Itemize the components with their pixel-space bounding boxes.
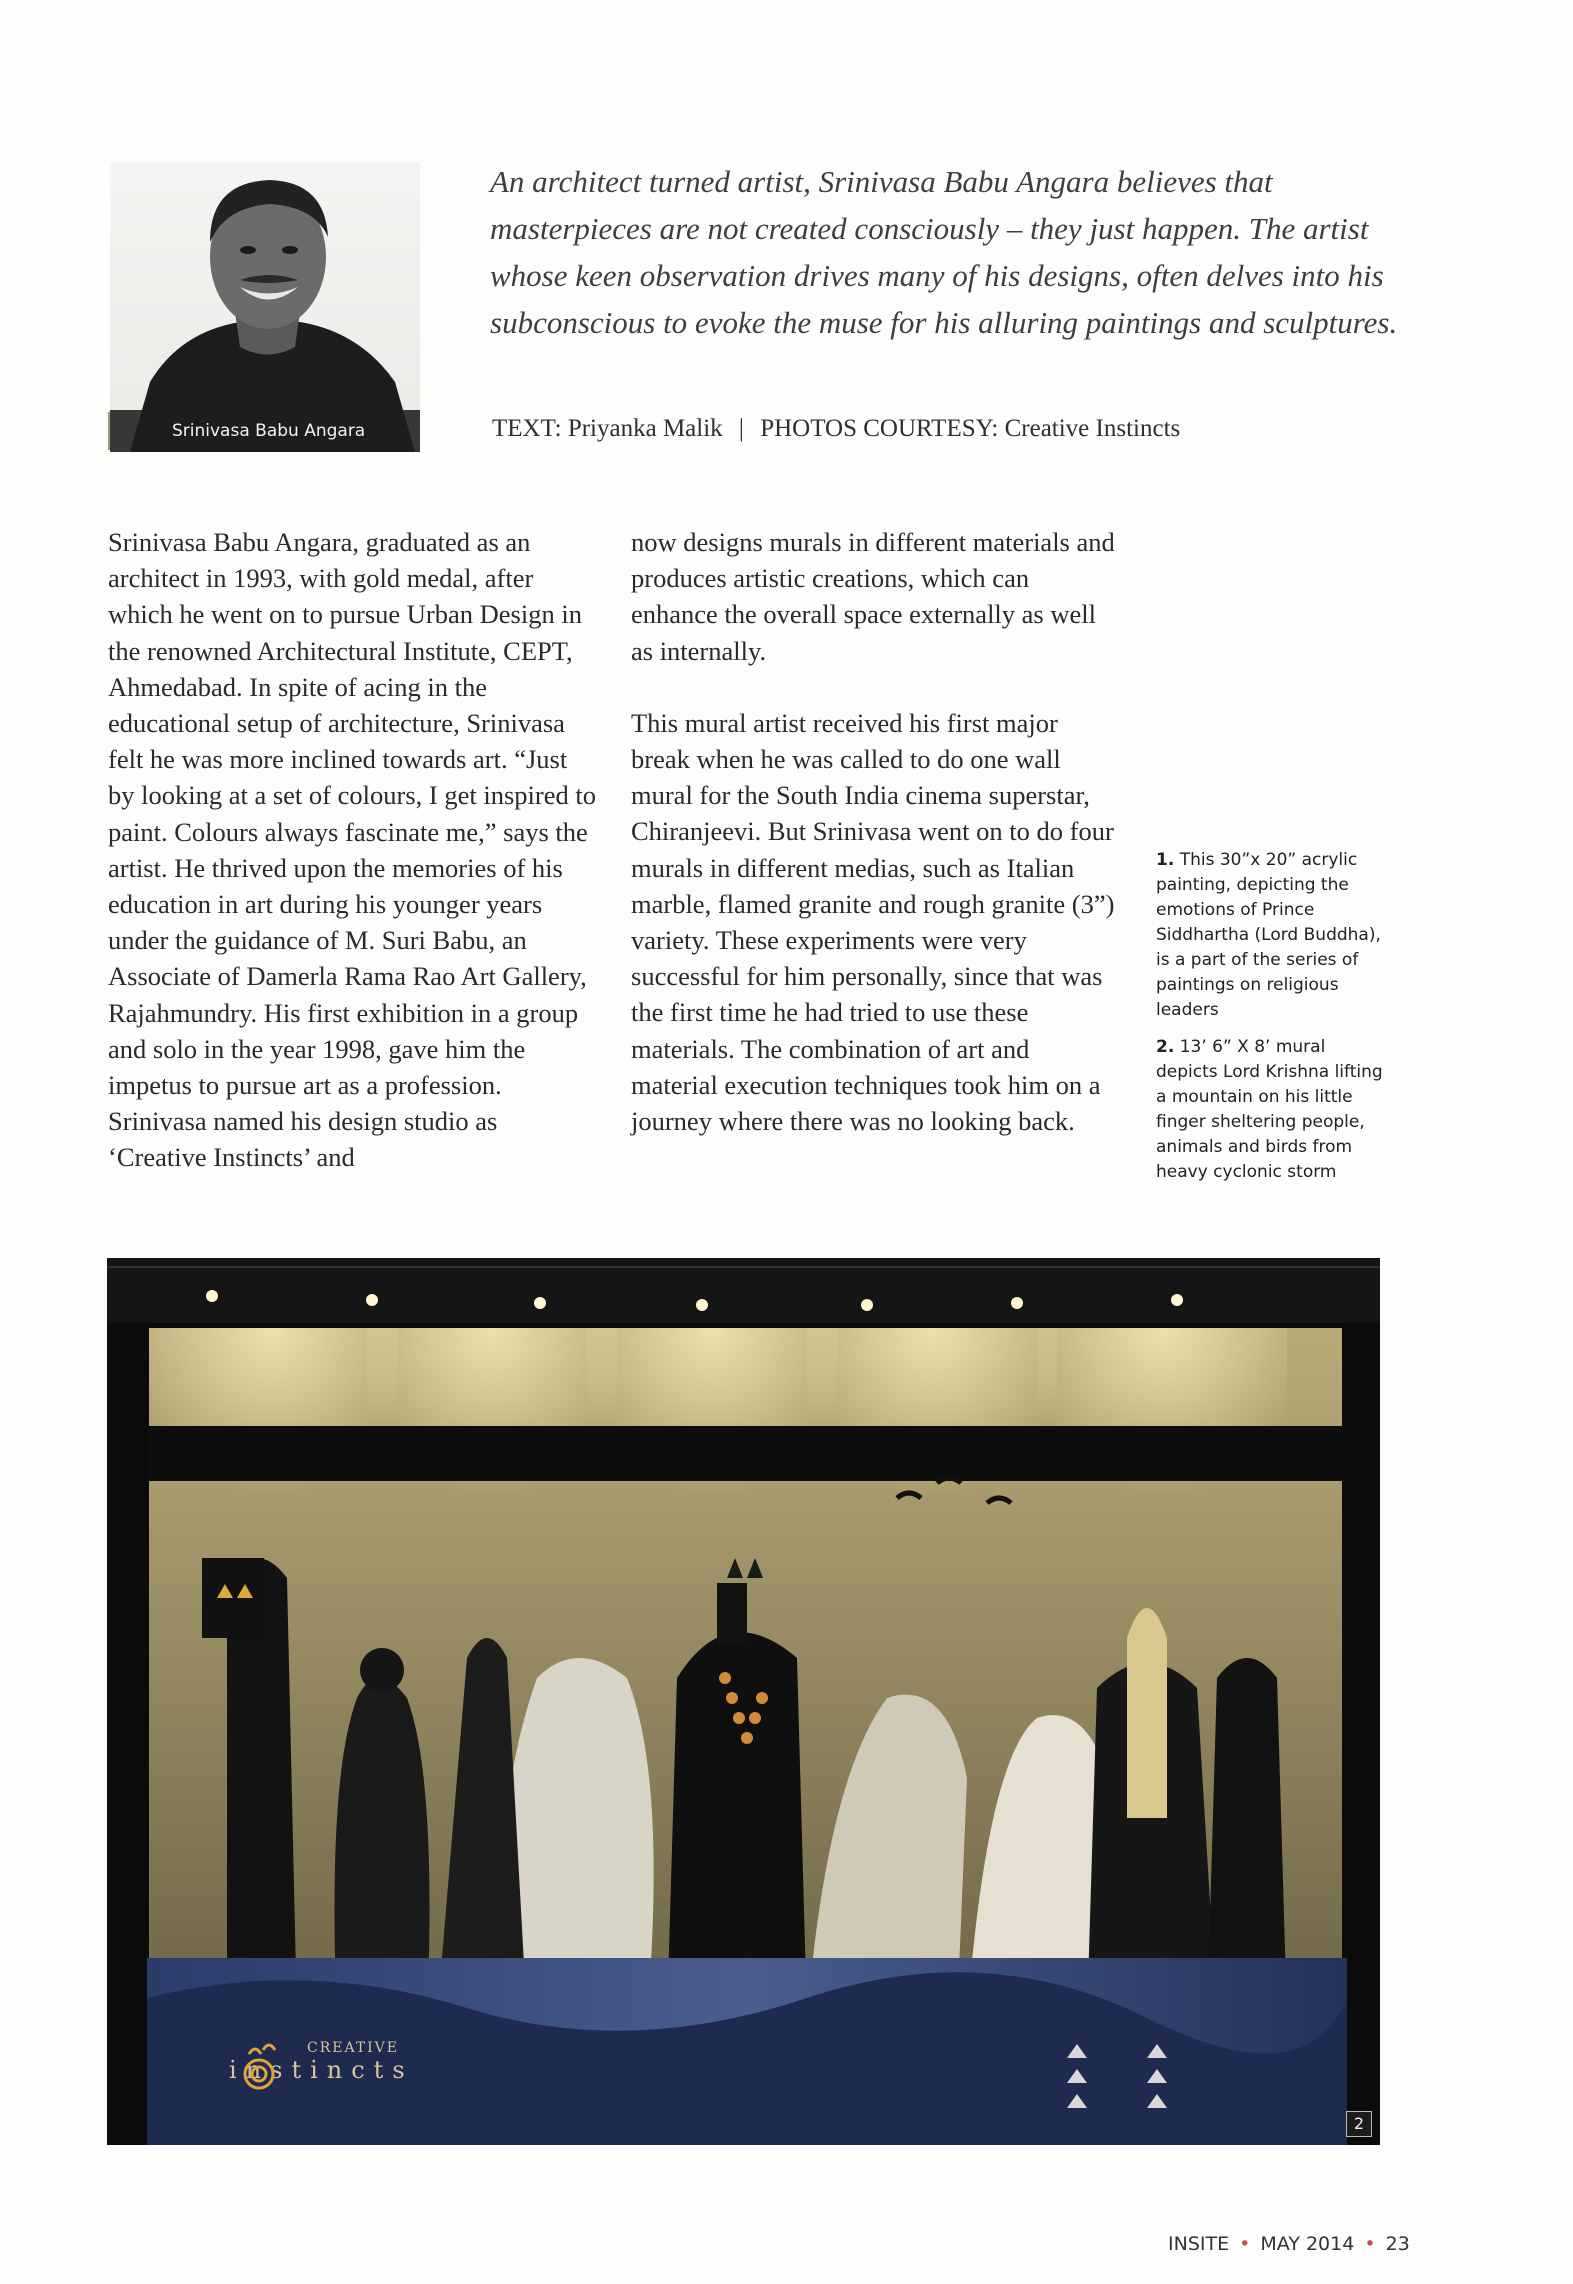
caption-number: 1. — [1156, 850, 1175, 870]
portrait-caption: Srinivasa Babu Angara — [110, 410, 420, 452]
spiral-logo-icon — [229, 2040, 289, 2100]
credits-separator: | — [738, 415, 744, 442]
body-column-1 — [108, 524, 598, 1212]
footer-issue: MAY 2014 — [1260, 2233, 1355, 2255]
body-paragraph: now designs murals in different materials and produces artistic creations, which can enhance the overall space externally as well as internally. — [631, 527, 1115, 666]
caption-1 — [1156, 848, 1386, 1023]
footer-bullet-icon: • — [1239, 2233, 1251, 2255]
caption-2 — [1156, 1035, 1386, 1185]
creative-instincts-logo — [229, 2040, 414, 2084]
body-paragraph: Srinivasa Babu Angara, graduated as an architect in 1993, with gold medal, after which he went on to pursue Urban Design in the renowned Architectural Institute, CEPT, Ahmedabad. In spite of acing in the educational setup of architecture, Srinivasa felt he was more inclined towards art. “Just by looking at a set of colours, I get inspired to paint. Colours always fascinate me,” says the artist. He thrived upon the memories of his education in art during his younger years under the guidance of M. Suri Babu, an Associate of Damerla Rama Rao Art Gallery, Rajahmundry. His first exhibition in a group and solo in the year 1998, gave him the impetus to pursue art as a profession. Srinivasa named his design studio as ‘Creative Instincts’ and — [108, 527, 596, 1173]
credits-author: Priyanka Malik — [567, 415, 723, 442]
mural-illustration — [107, 1258, 1380, 2145]
logo-line-1: CREATIVE — [307, 2040, 400, 2056]
caption-number: 2. — [1156, 1037, 1175, 1057]
logo-line-2: instincts — [229, 2056, 414, 2084]
footer-bullet-icon: • — [1364, 2233, 1376, 2255]
credits-photos-label: PHOTOS COURTESY: — [760, 415, 999, 442]
portrait-illustration — [110, 162, 420, 452]
mural-photo — [107, 1258, 1380, 2145]
footer-page-number: 23 — [1385, 2233, 1410, 2255]
artist-portrait — [110, 162, 420, 452]
credits-line — [492, 415, 1412, 443]
caption-text: 13’ 6” X 8’ mural depicts Lord Krishna lifting a mountain on his little finger sheltering people, animals and birds from heavy cyclonic storm — [1156, 1037, 1383, 1182]
page-footer — [1168, 2233, 1410, 2255]
caption-text: This 30”x 20” acrylic painting, depicting the emotions of Prince Siddhartha (Lord Buddha), is a part of the series of paintings on religious leaders — [1156, 850, 1381, 1020]
credits-text-label: TEXT: — [492, 415, 562, 442]
photo-number-badge: 2 — [1346, 2111, 1372, 2137]
body-paragraph: This mural artist received his first major break when he was called to do one wall mural for the South India cinema superstar, Chiranjeevi. But Srinivasa went on to do four murals in different medias, such as Italian marble, flamed granite and rough granite (3”) variety. These experiments were very successful for him personally, since that was the first time he had tried to use these materials. The combination of art and material execution techniques took him on a journey where there was no looking back. — [631, 707, 1115, 1137]
photo-captions — [1156, 848, 1386, 1197]
footer-magazine: INSITE — [1168, 2233, 1230, 2255]
credits-photos-source: Creative Instincts — [1004, 415, 1181, 442]
body-column-2 — [631, 524, 1121, 1175]
intro-paragraph: An architect turned artist, Srinivasa Babu Angara believes that masterpieces are not created consciously – they just happen. The artist whose keen observation drives many of his designs, often delves into his subconscious to evoke the muse for his alluring paintings and sculptures. — [490, 164, 1398, 340]
